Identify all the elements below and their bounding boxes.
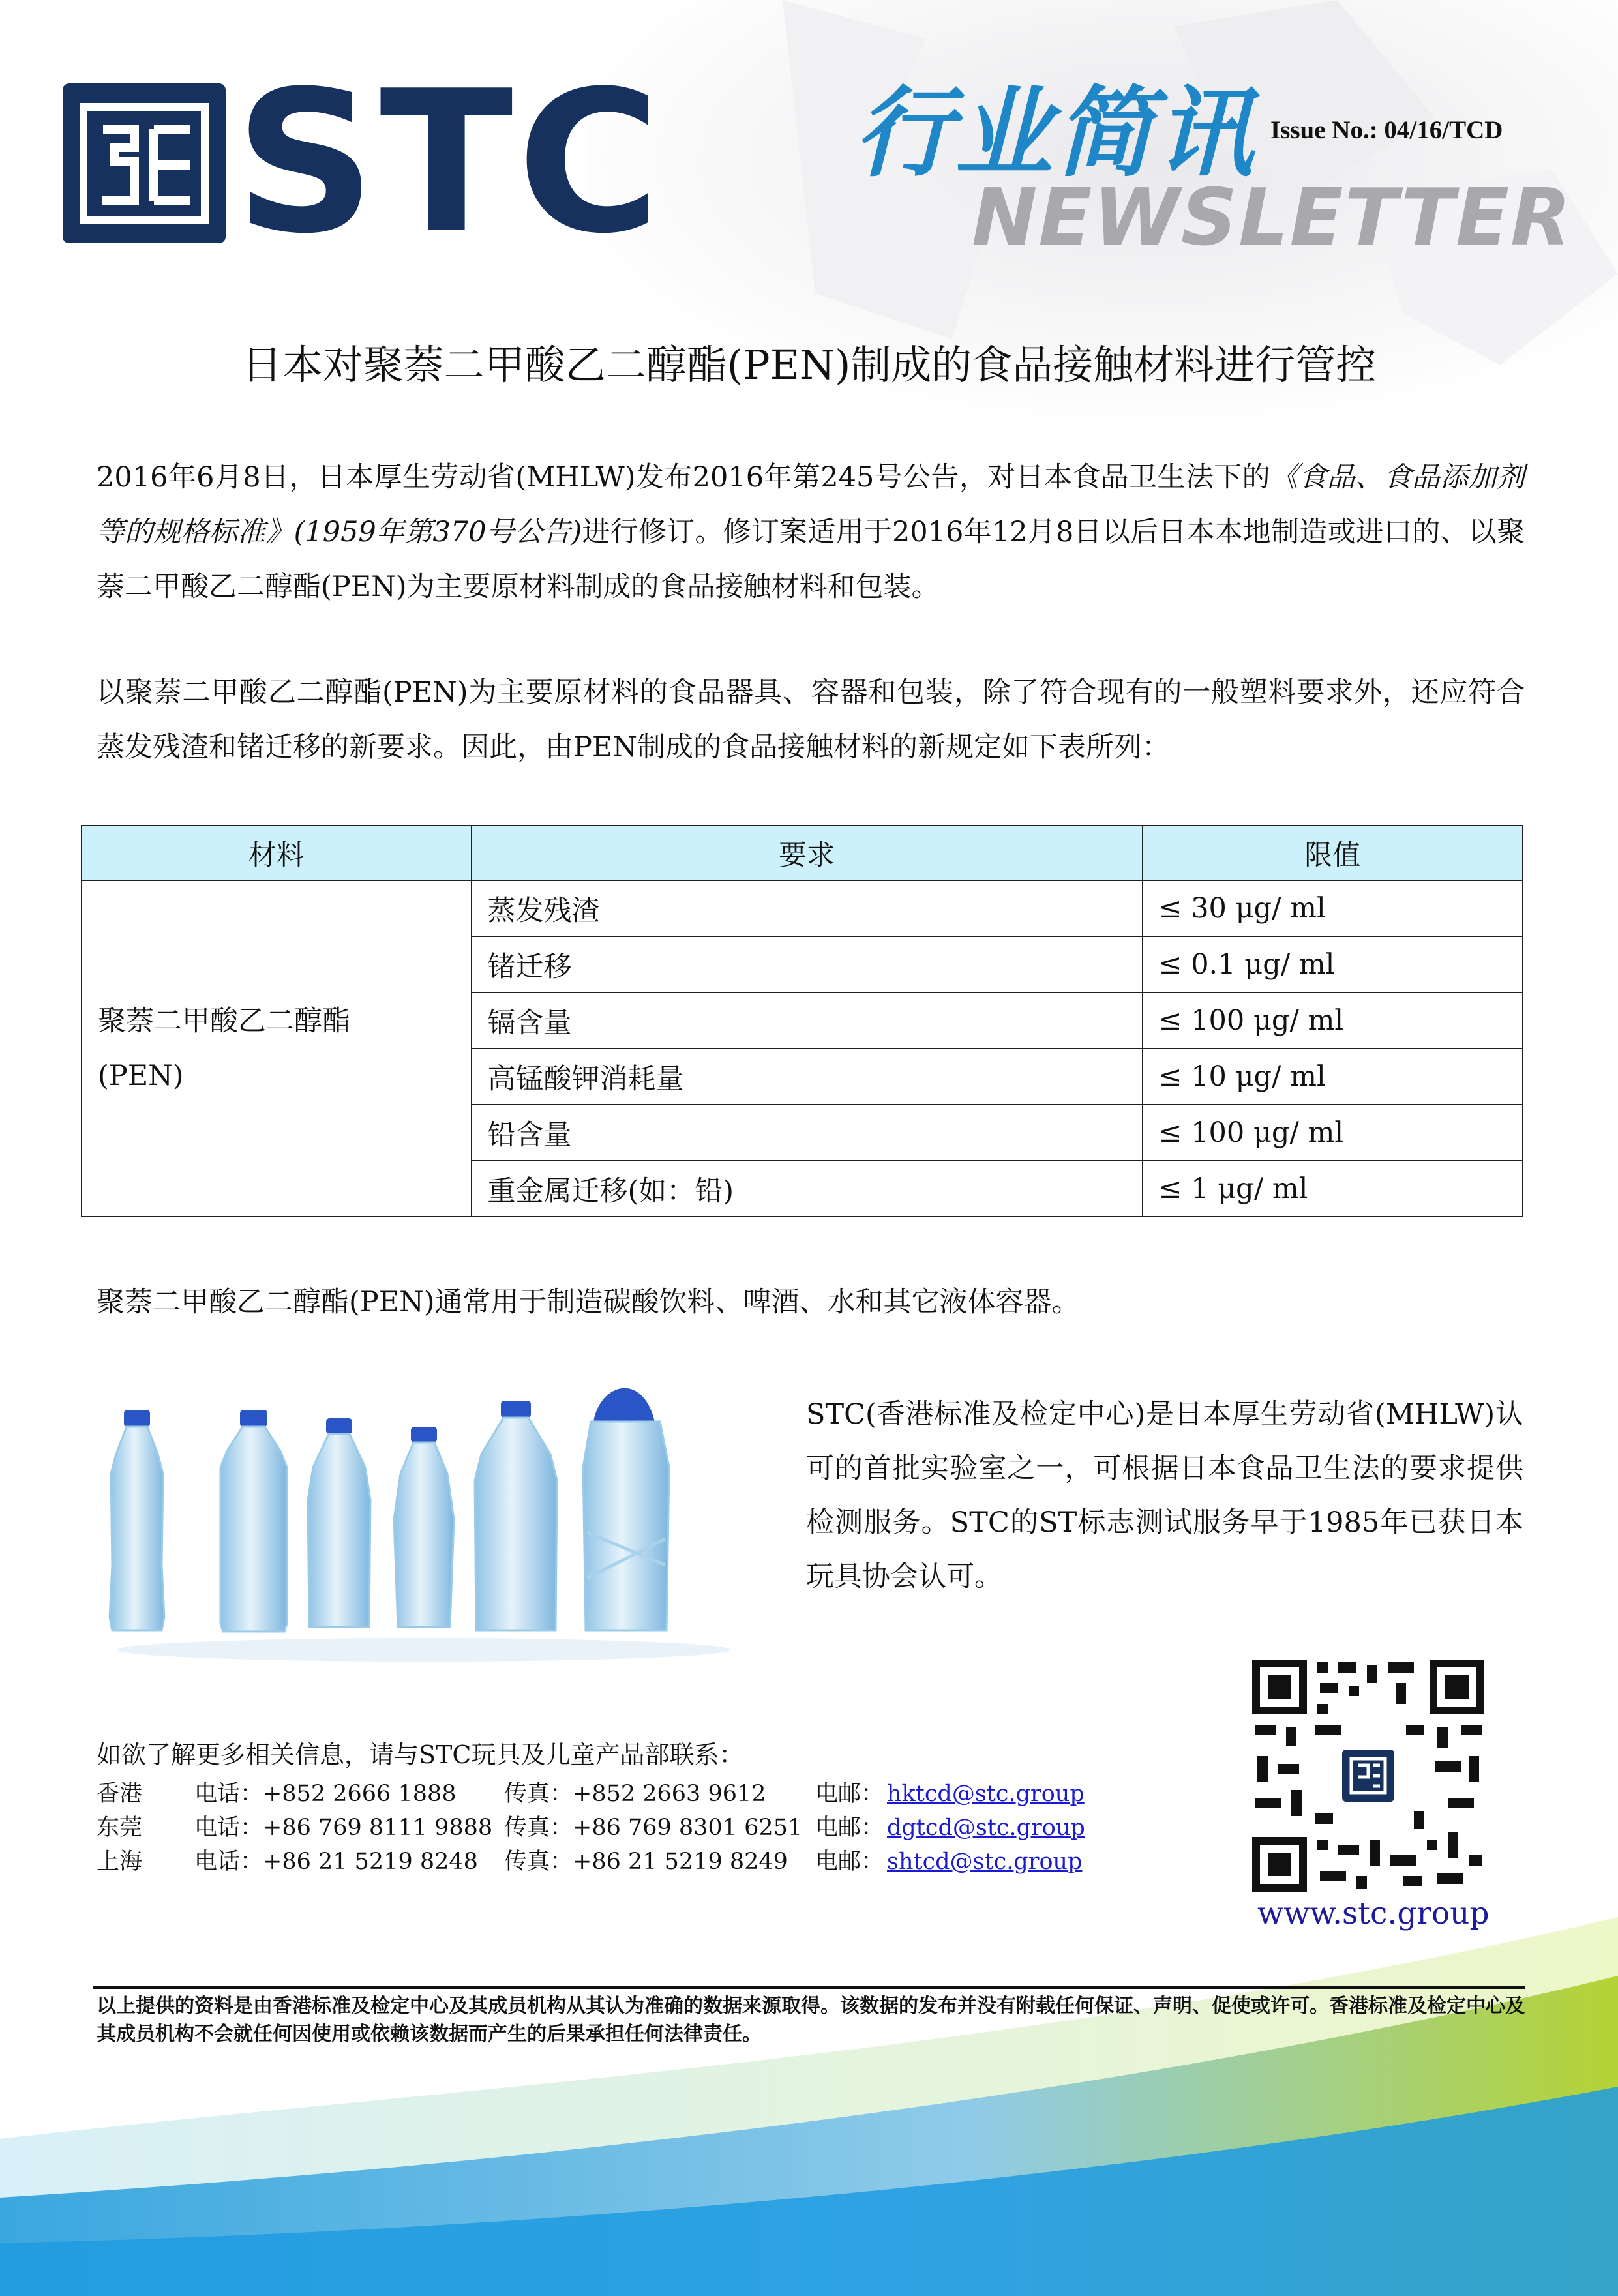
contact-email-label: 电邮：	[815, 1781, 884, 1807]
requirement-cell: 重金属迁移(如：铅)	[472, 1161, 1143, 1217]
stc-accreditation-paragraph: STC(香港标准及检定中心)是日本厚生劳动省(MHLW)认可的首批实验室之一，可根据日本食品卫生法的要求提供检测服务。STC的ST标志测试服务早于1985年已获日本玩具协会认可。	[806, 1398, 1523, 1593]
stc-emblem-icon	[63, 83, 226, 243]
requirement-cell: 铅含量	[472, 1105, 1143, 1161]
newsletter-title-cn: 行业简讯	[854, 77, 1257, 190]
contact-phone: 电话：+86 769 8111 9888	[194, 1815, 493, 1841]
footer-wave-decoration	[0, 1891, 1618, 2296]
issue-number: Issue No.: 04/16/TCD	[1270, 116, 1503, 144]
contact-city: 上海	[97, 1849, 143, 1875]
limit-cell: ≤ 0.1 μg/ ml	[1143, 936, 1523, 992]
qr-code-icon[interactable]	[1252, 1660, 1484, 1892]
intro-text-b: 进行修订。修订案适用于2016年12月8日以后日本本地制造或进口的、以聚萘二甲酸乙二醇酯(PEN)为主要原材料制成的食品接触材料和包装。	[97, 516, 1525, 603]
material-cell	[82, 880, 472, 1217]
footer-divider	[93, 1986, 1525, 1989]
contact-fax: 传真：+852 2663 9612	[504, 1781, 766, 1807]
material-abbrev: (PEN)	[98, 1060, 184, 1092]
header-material: 材料	[82, 826, 472, 880]
table-row	[82, 880, 1523, 936]
contact-phone: 电话：+852 2666 1888	[194, 1781, 457, 1807]
article-title: 日本对聚萘二甲酸乙二醇酯(PEN)制成的食品接触材料进行管控	[241, 341, 1377, 389]
limit-cell: ≤ 100 μg/ ml	[1143, 992, 1523, 1049]
bottle-2	[220, 1410, 287, 1632]
limit-cell: ≤ 30 μg/ ml	[1143, 880, 1523, 936]
contact-email-link[interactable]: dgtcd@stc.group	[887, 1815, 1085, 1841]
disclaimer-text: 以上提供的资料是由香港标准及检定中心及其成员机构从其认为准确的数据来源取得。该数据的发布并没有附载任何保证、声明、促使或许可。香港标准及检定中心及其成员机构不会就任何因使用或依赖该数据而产生的后果承担任何法律责任。	[97, 1995, 1525, 2046]
bottle-5	[475, 1401, 557, 1630]
intro-paragraph	[97, 450, 1525, 614]
limit-cell: ≤ 100 μg/ ml	[1143, 1105, 1523, 1161]
requirement-cell: 高锰酸钾消耗量	[472, 1049, 1143, 1105]
contact-city: 东莞	[97, 1815, 143, 1841]
bottle-1	[110, 1410, 164, 1630]
requirements-paragraph: 以聚萘二甲酸乙二醇酯(PEN)为主要原材料的食品器具、容器和包装，除了符合现有的一般塑料要求外，还应符合蒸发残渣和锗迁移的新要求。因此，由PEN制成的食品接触材料的新规定如下表所列：	[97, 676, 1525, 764]
contact-fax: 传真：+86 21 5219 8249	[504, 1849, 788, 1875]
requirements-table	[81, 825, 1523, 1217]
table-header-row	[82, 826, 1523, 880]
header-limit: 限值	[1143, 826, 1523, 880]
intro-text-a: 2016年6月8日，日本厚生劳动省(MHLW)发布2016年第245号公告，对日本食品卫生法下的	[97, 461, 1270, 494]
material-name: 聚萘二甲酸乙二醇酯	[98, 1005, 350, 1037]
contact-email-link[interactable]: hktcd@stc.group	[887, 1781, 1085, 1807]
contact-phone: 电话：+86 21 5219 8248	[194, 1849, 478, 1875]
contact-city: 香港	[97, 1781, 143, 1807]
plastic-bottles-image	[98, 1369, 789, 1676]
bottle-4	[394, 1427, 454, 1627]
contact-fax: 传真：+86 769 8301 6251	[504, 1815, 803, 1841]
website-link[interactable]: www.stc.group	[1257, 1896, 1490, 1931]
contact-intro: 如欲了解更多相关信息，请与STC玩具及儿童产品部联系：	[97, 1740, 744, 1769]
limit-cell: ≤ 10 μg/ ml	[1143, 1049, 1523, 1105]
header-requirement: 要求	[472, 826, 1143, 880]
contact-email-label: 电邮：	[815, 1849, 884, 1875]
limit-cell: ≤ 1 μg/ ml	[1143, 1161, 1523, 1217]
contact-email-label: 电邮：	[815, 1815, 884, 1841]
stc-logo-text: STC	[235, 49, 665, 276]
requirement-cell: 锗迁移	[472, 936, 1143, 992]
bottle-6	[583, 1388, 669, 1630]
contact-email-link[interactable]: shtcd@stc.group	[887, 1849, 1083, 1875]
bottle-3	[308, 1418, 370, 1627]
requirement-cell: 镉含量	[472, 992, 1143, 1049]
standard-name: 《食品、食品添加剂等的规格标准》(1959年第370号公告)	[97, 461, 1525, 548]
newsletter-title-en: NEWSLETTER	[972, 173, 1572, 263]
requirement-cell: 蒸发残渣	[472, 880, 1143, 936]
usage-paragraph: 聚萘二甲酸乙二醇酯(PEN)通常用于制造碳酸饮料、啤酒、水和其它液体容器。	[97, 1286, 1080, 1319]
stc-logo-emblem	[63, 83, 226, 243]
